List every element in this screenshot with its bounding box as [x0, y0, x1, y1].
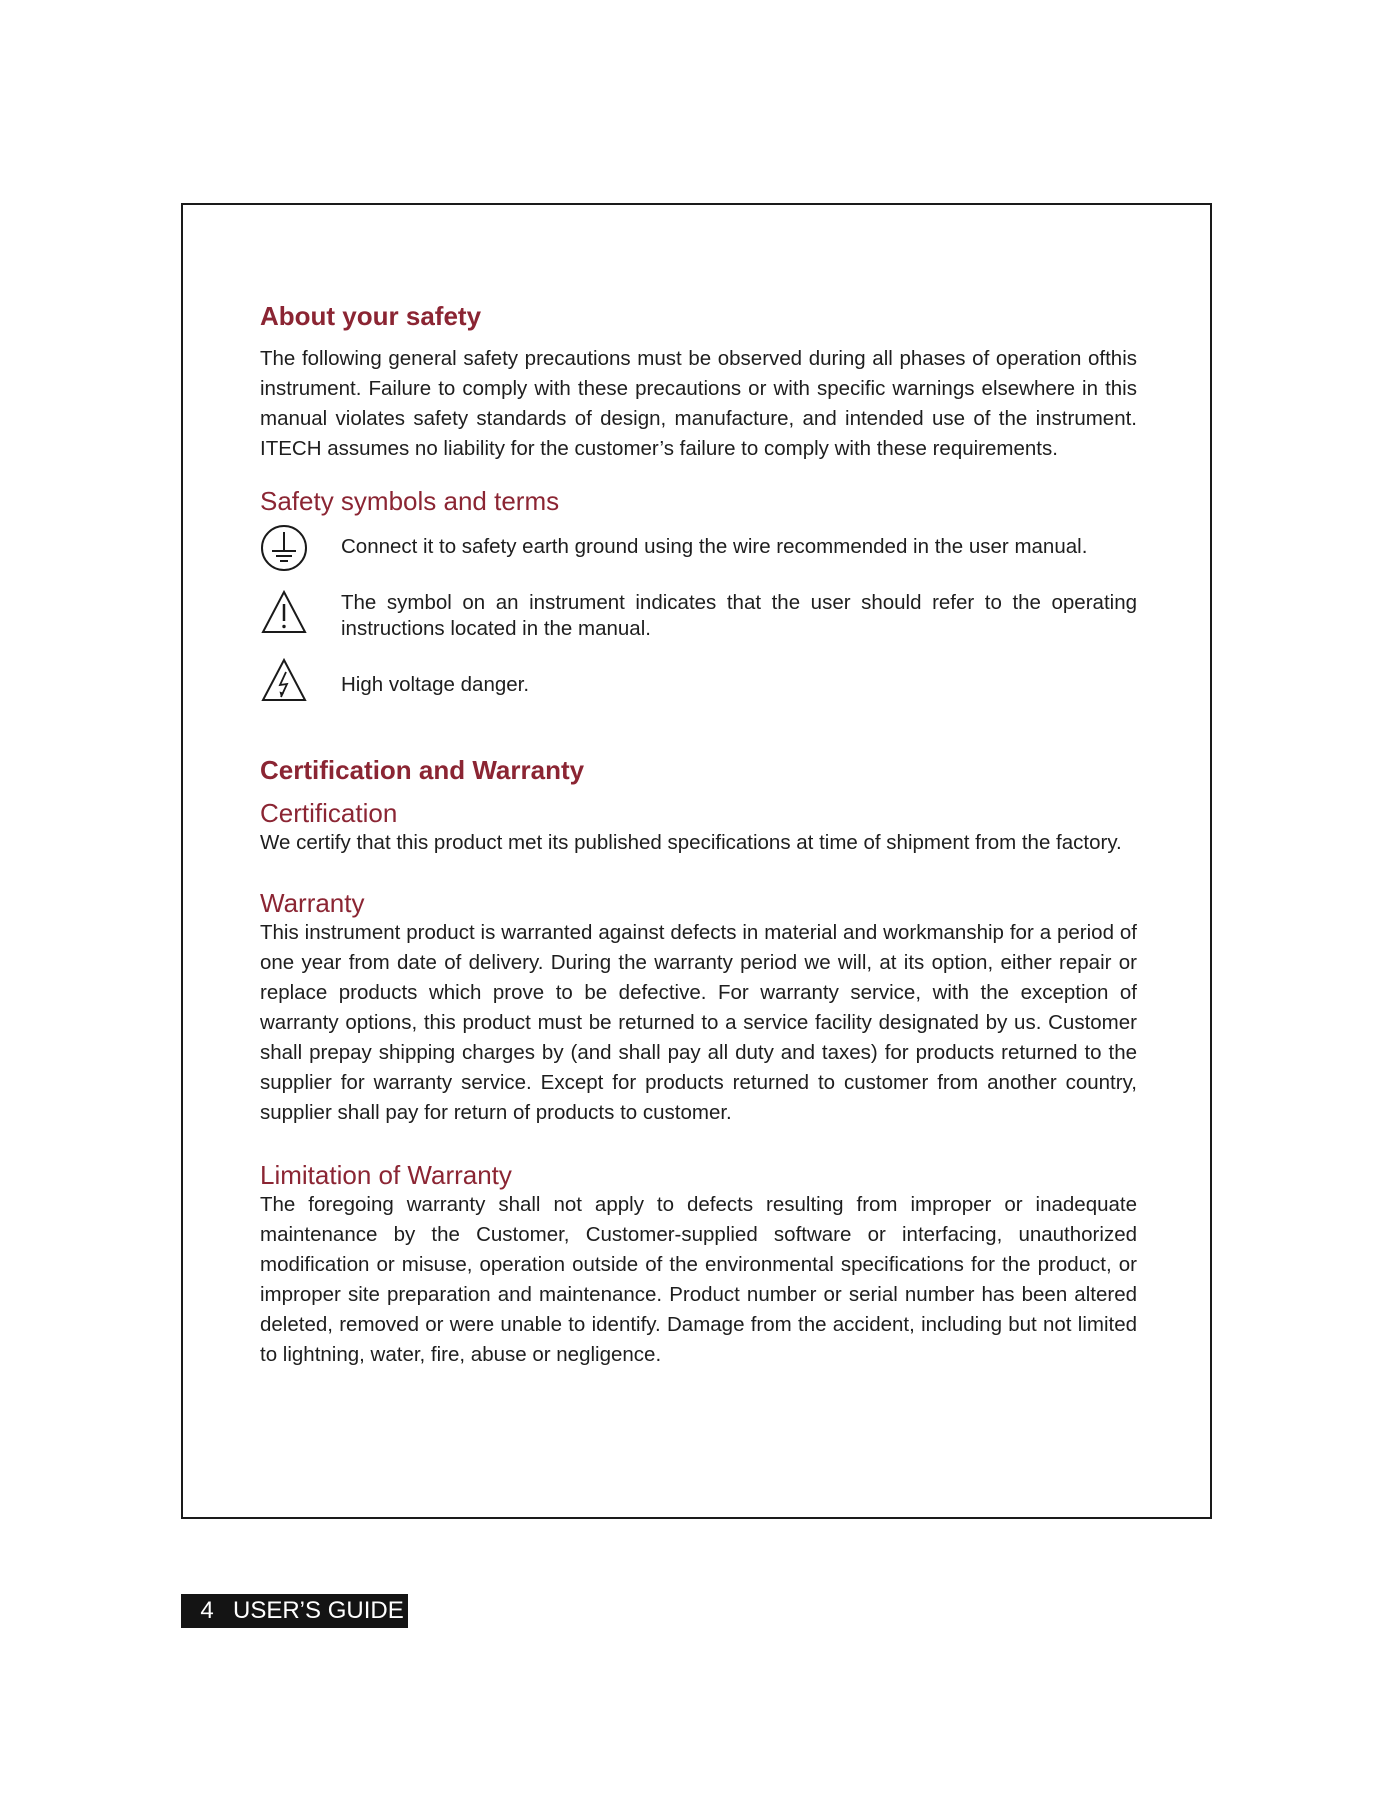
guide-title: USER’S GUIDE	[233, 1597, 404, 1624]
certification-text: We certify that this product met its published specifications at time of shipment from the factory.	[260, 831, 1122, 854]
limitation-text: The foregoing warranty shall not apply to defects resulting from improper or inadequate maintenance by the Customer, Customer-supplied software or interfacing, unauthorized modification or misuse, operation outside of the environmental specifications for the product, or improper site preparation and maintenance. Product number or serial number has been altered deleted, removed or were unable to identify. Damage from the accident, including but not limited to lightning, water, fire, abuse or negligence.	[260, 1193, 1137, 1366]
symbol-row-earth	[260, 524, 1137, 572]
page-content	[260, 300, 1137, 1370]
warning-triangle-icon	[260, 588, 308, 636]
symbol-row-voltage	[260, 656, 1137, 704]
warranty-text: This instrument product is warranted against defects in material and workmanship for a period of one year from date of delivery. During the warranty period we will, at its option, either repair or replace products which prove to be defective. For warranty service, with the exception of warranty options, this product must be returned to a service facility designated by us. Customer shall prepay shipping charges by (and shall pay all duty and taxes) for products returned to the supplier for warranty service. Except for products returned to customer from another country, supplier shall pay for return of products to customer.	[260, 921, 1137, 1124]
symbol-text-earth: Connect it to safety earth ground using the wire recommended in the user manual.	[341, 535, 1088, 558]
safety-heading: About your safety	[260, 301, 482, 331]
symbol-row-warning	[260, 588, 1137, 642]
earth-ground-icon	[260, 524, 308, 572]
page-number: 4	[200, 1597, 214, 1624]
symbol-text-voltage: High voltage danger.	[341, 673, 530, 696]
page-footer	[181, 1594, 408, 1628]
certification-title: Certification	[260, 798, 398, 828]
safety-symbols-heading: Safety symbols and terms	[260, 486, 560, 516]
symbol-text-warning: The symbol on an instrument indicates that the user should refer to the operating instructions located in the manual.	[341, 591, 1137, 640]
warranty-title: Warranty	[260, 888, 365, 918]
high-voltage-icon	[260, 656, 308, 704]
safety-intro: The following general safety precautions must be observed during all phases of operation ofthis instrument. Failure to comply with these precautions or with specific warnings elsewhere in this manual violates safety standards of design, manufacture, and intended use of the instrument. ITECH assumes no liability for the customer’s failure to comply with these requirements.	[260, 347, 1137, 460]
limitation-title: Limitation of Warranty	[260, 1160, 512, 1190]
warranty-heading: Certification and Warranty	[260, 755, 585, 785]
